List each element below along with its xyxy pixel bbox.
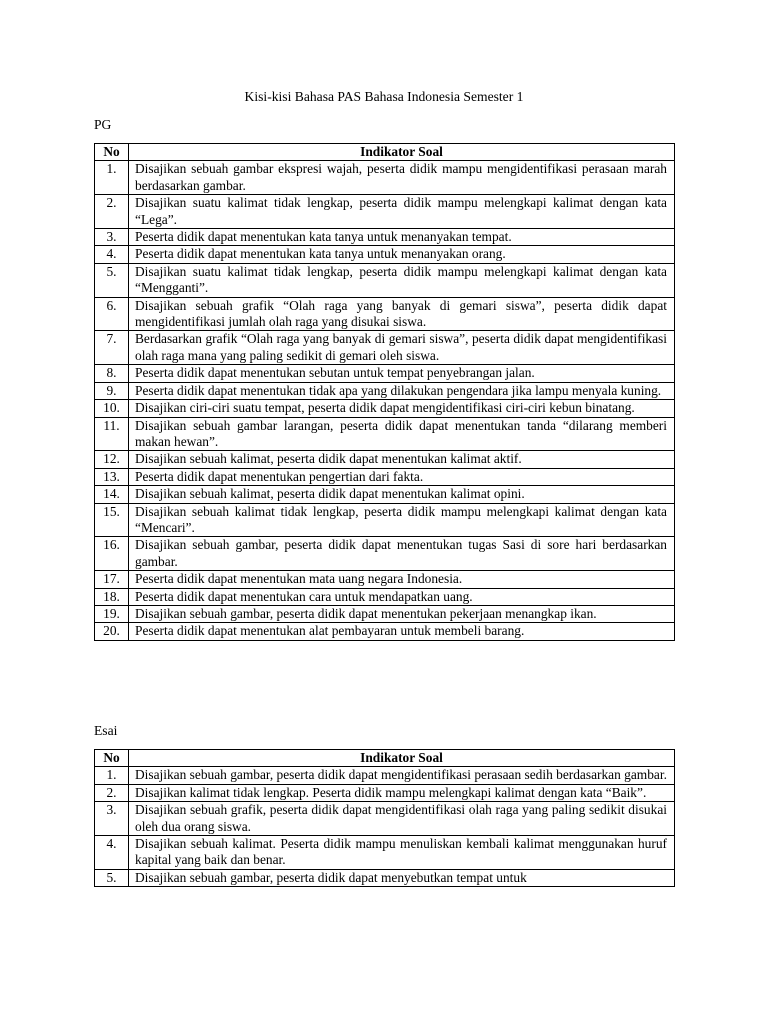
pg-section-label: PG <box>94 117 112 132</box>
row-number: 17. <box>95 571 129 588</box>
pg-table-body <box>95 161 675 640</box>
table-row <box>95 400 675 417</box>
row-number: 13. <box>95 468 129 485</box>
table-row <box>95 802 675 836</box>
pg-table-wrap <box>0 143 768 693</box>
table-row <box>95 229 675 246</box>
row-number: 10. <box>95 400 129 417</box>
row-number: 3. <box>95 802 129 836</box>
row-number: 9. <box>95 382 129 399</box>
row-indikator: Disajikan suatu kalimat tidak lengkap, peserta didik mampu melengkapi kalimat dengan kata “Lega”. <box>129 195 675 229</box>
table-row <box>95 503 675 537</box>
row-indikator: Disajikan sebuah kalimat tidak lengkap, peserta didik mampu melengkapi kalimat dengan kata “Mencari”. <box>129 503 675 537</box>
row-indikator: Disajikan sebuah grafik, peserta didik dapat mengidentifikasi olah raga yang paling sedikit disukai oleh dua orang siswa. <box>129 802 675 836</box>
row-number: 4. <box>95 246 129 263</box>
table-row <box>95 382 675 399</box>
row-indikator: Disajikan sebuah gambar, peserta didik dapat menyebutkan tempat untuk <box>129 869 675 886</box>
row-number: 14. <box>95 486 129 503</box>
row-indikator: Peserta didik dapat menentukan mata uang negara Indonesia. <box>129 571 675 588</box>
row-indikator: Disajikan sebuah kalimat. Peserta didik mampu menuliskan kembali kalimat menggunakan huruf kapital yang baik dan benar. <box>129 836 675 870</box>
row-indikator: Peserta didik dapat menentukan kata tanya untuk menanyakan orang. <box>129 246 675 263</box>
row-indikator: Disajikan sebuah kalimat, peserta didik dapat menentukan kalimat opini. <box>129 486 675 503</box>
table-row <box>95 571 675 588</box>
table-row <box>95 195 675 229</box>
table-row <box>95 331 675 365</box>
row-number: 18. <box>95 588 129 605</box>
row-indikator: Peserta didik dapat menentukan pengertian dari fakta. <box>129 468 675 485</box>
table-row <box>95 468 675 485</box>
pg-header-indikator: Indikator Soal <box>129 144 675 161</box>
esai-header-indikator: Indikator Soal <box>129 750 675 767</box>
table-row <box>95 297 675 331</box>
table-row <box>95 623 675 640</box>
row-number: 1. <box>95 161 129 195</box>
row-indikator: Peserta didik dapat menentukan tidak apa yang dilakukan pengendara jika lampu menyala kuning. <box>129 382 675 399</box>
row-number: 1. <box>95 767 129 784</box>
row-indikator: Peserta didik dapat menentukan sebutan untuk tempat penyebrangan jalan. <box>129 365 675 382</box>
table-row <box>95 767 675 784</box>
row-number: 6. <box>95 297 129 331</box>
row-indikator: Disajikan ciri-ciri suatu tempat, peserta didik dapat mengidentifikasi ciri-ciri kebun binatang. <box>129 400 675 417</box>
table-row <box>95 869 675 886</box>
esai-table-wrap <box>0 749 768 922</box>
row-number: 8. <box>95 365 129 382</box>
row-number: 5. <box>95 263 129 297</box>
document-title: Kisi-kisi Bahasa PAS Bahasa Indonesia Semester 1 <box>244 89 524 104</box>
esai-section-label: Esai <box>94 723 118 738</box>
pg-header-no: No <box>95 144 129 161</box>
row-number: 5. <box>95 869 129 886</box>
row-number: 16. <box>95 537 129 571</box>
row-number: 19. <box>95 605 129 622</box>
row-indikator: Disajikan suatu kalimat tidak lengkap, peserta didik mampu melengkapi kalimat dengan kata “Mengganti”. <box>129 263 675 297</box>
table-row <box>95 417 675 451</box>
row-number: 20. <box>95 623 129 640</box>
table-row <box>95 588 675 605</box>
table-row <box>95 836 675 870</box>
row-indikator: Disajikan sebuah gambar larangan, peserta didik dapat menentukan tanda “dilarang memberi makan hewan”. <box>129 417 675 451</box>
table-row <box>95 537 675 571</box>
esai-header-no: No <box>95 750 129 767</box>
table-row <box>95 605 675 622</box>
row-number: 2. <box>95 784 129 801</box>
row-indikator: Peserta didik dapat menentukan kata tanya untuk menanyakan tempat. <box>129 229 675 246</box>
row-indikator: Disajikan sebuah kalimat, peserta didik dapat menentukan kalimat aktif. <box>129 451 675 468</box>
row-indikator: Disajikan sebuah grafik “Olah raga yang banyak di gemari siswa”, peserta didik dapat mengidentifikasi jumlah olah raga yang disukai siswa. <box>129 297 675 331</box>
row-indikator: Disajikan kalimat tidak lengkap. Peserta didik mampu melengkapi kalimat dengan kata “Baik”. <box>129 784 675 801</box>
esai-table <box>94 749 675 887</box>
table-row <box>95 263 675 297</box>
table-row <box>95 246 675 263</box>
row-number: 2. <box>95 195 129 229</box>
table-row <box>95 486 675 503</box>
pg-table <box>94 143 675 641</box>
table-row <box>95 451 675 468</box>
row-indikator: Disajikan sebuah gambar, peserta didik dapat menentukan pekerjaan menangkap ikan. <box>129 605 675 622</box>
table-row <box>95 784 675 801</box>
row-indikator: Disajikan sebuah gambar, peserta didik dapat mengidentifikasi perasaan sedih berdasarkan gambar. <box>129 767 675 784</box>
row-indikator: Berdasarkan grafik “Olah raga yang banyak di gemari siswa”, peserta didik dapat mengidentifikasi olah raga mana yang paling sedikit di gemari oleh siswa. <box>129 331 675 365</box>
row-indikator: Disajikan sebuah gambar, peserta didik dapat menentukan tugas Sasi di sore hari berdasarkan gambar. <box>129 537 675 571</box>
row-number: 3. <box>95 229 129 246</box>
esai-table-header <box>95 750 675 767</box>
row-number: 7. <box>95 331 129 365</box>
row-indikator: Disajikan sebuah gambar ekspresi wajah, peserta didik mampu mengidentifikasi perasaan marah berdasarkan gambar. <box>129 161 675 195</box>
pg-table-header <box>95 144 675 161</box>
table-row <box>95 161 675 195</box>
row-number: 11. <box>95 417 129 451</box>
row-number: 15. <box>95 503 129 537</box>
row-indikator: Peserta didik dapat menentukan cara untuk mendapatkan uang. <box>129 588 675 605</box>
row-indikator: Peserta didik dapat menentukan alat pembayaran untuk membeli barang. <box>129 623 675 640</box>
table-row <box>95 365 675 382</box>
row-number: 4. <box>95 836 129 870</box>
esai-table-body <box>95 767 675 887</box>
row-number: 12. <box>95 451 129 468</box>
